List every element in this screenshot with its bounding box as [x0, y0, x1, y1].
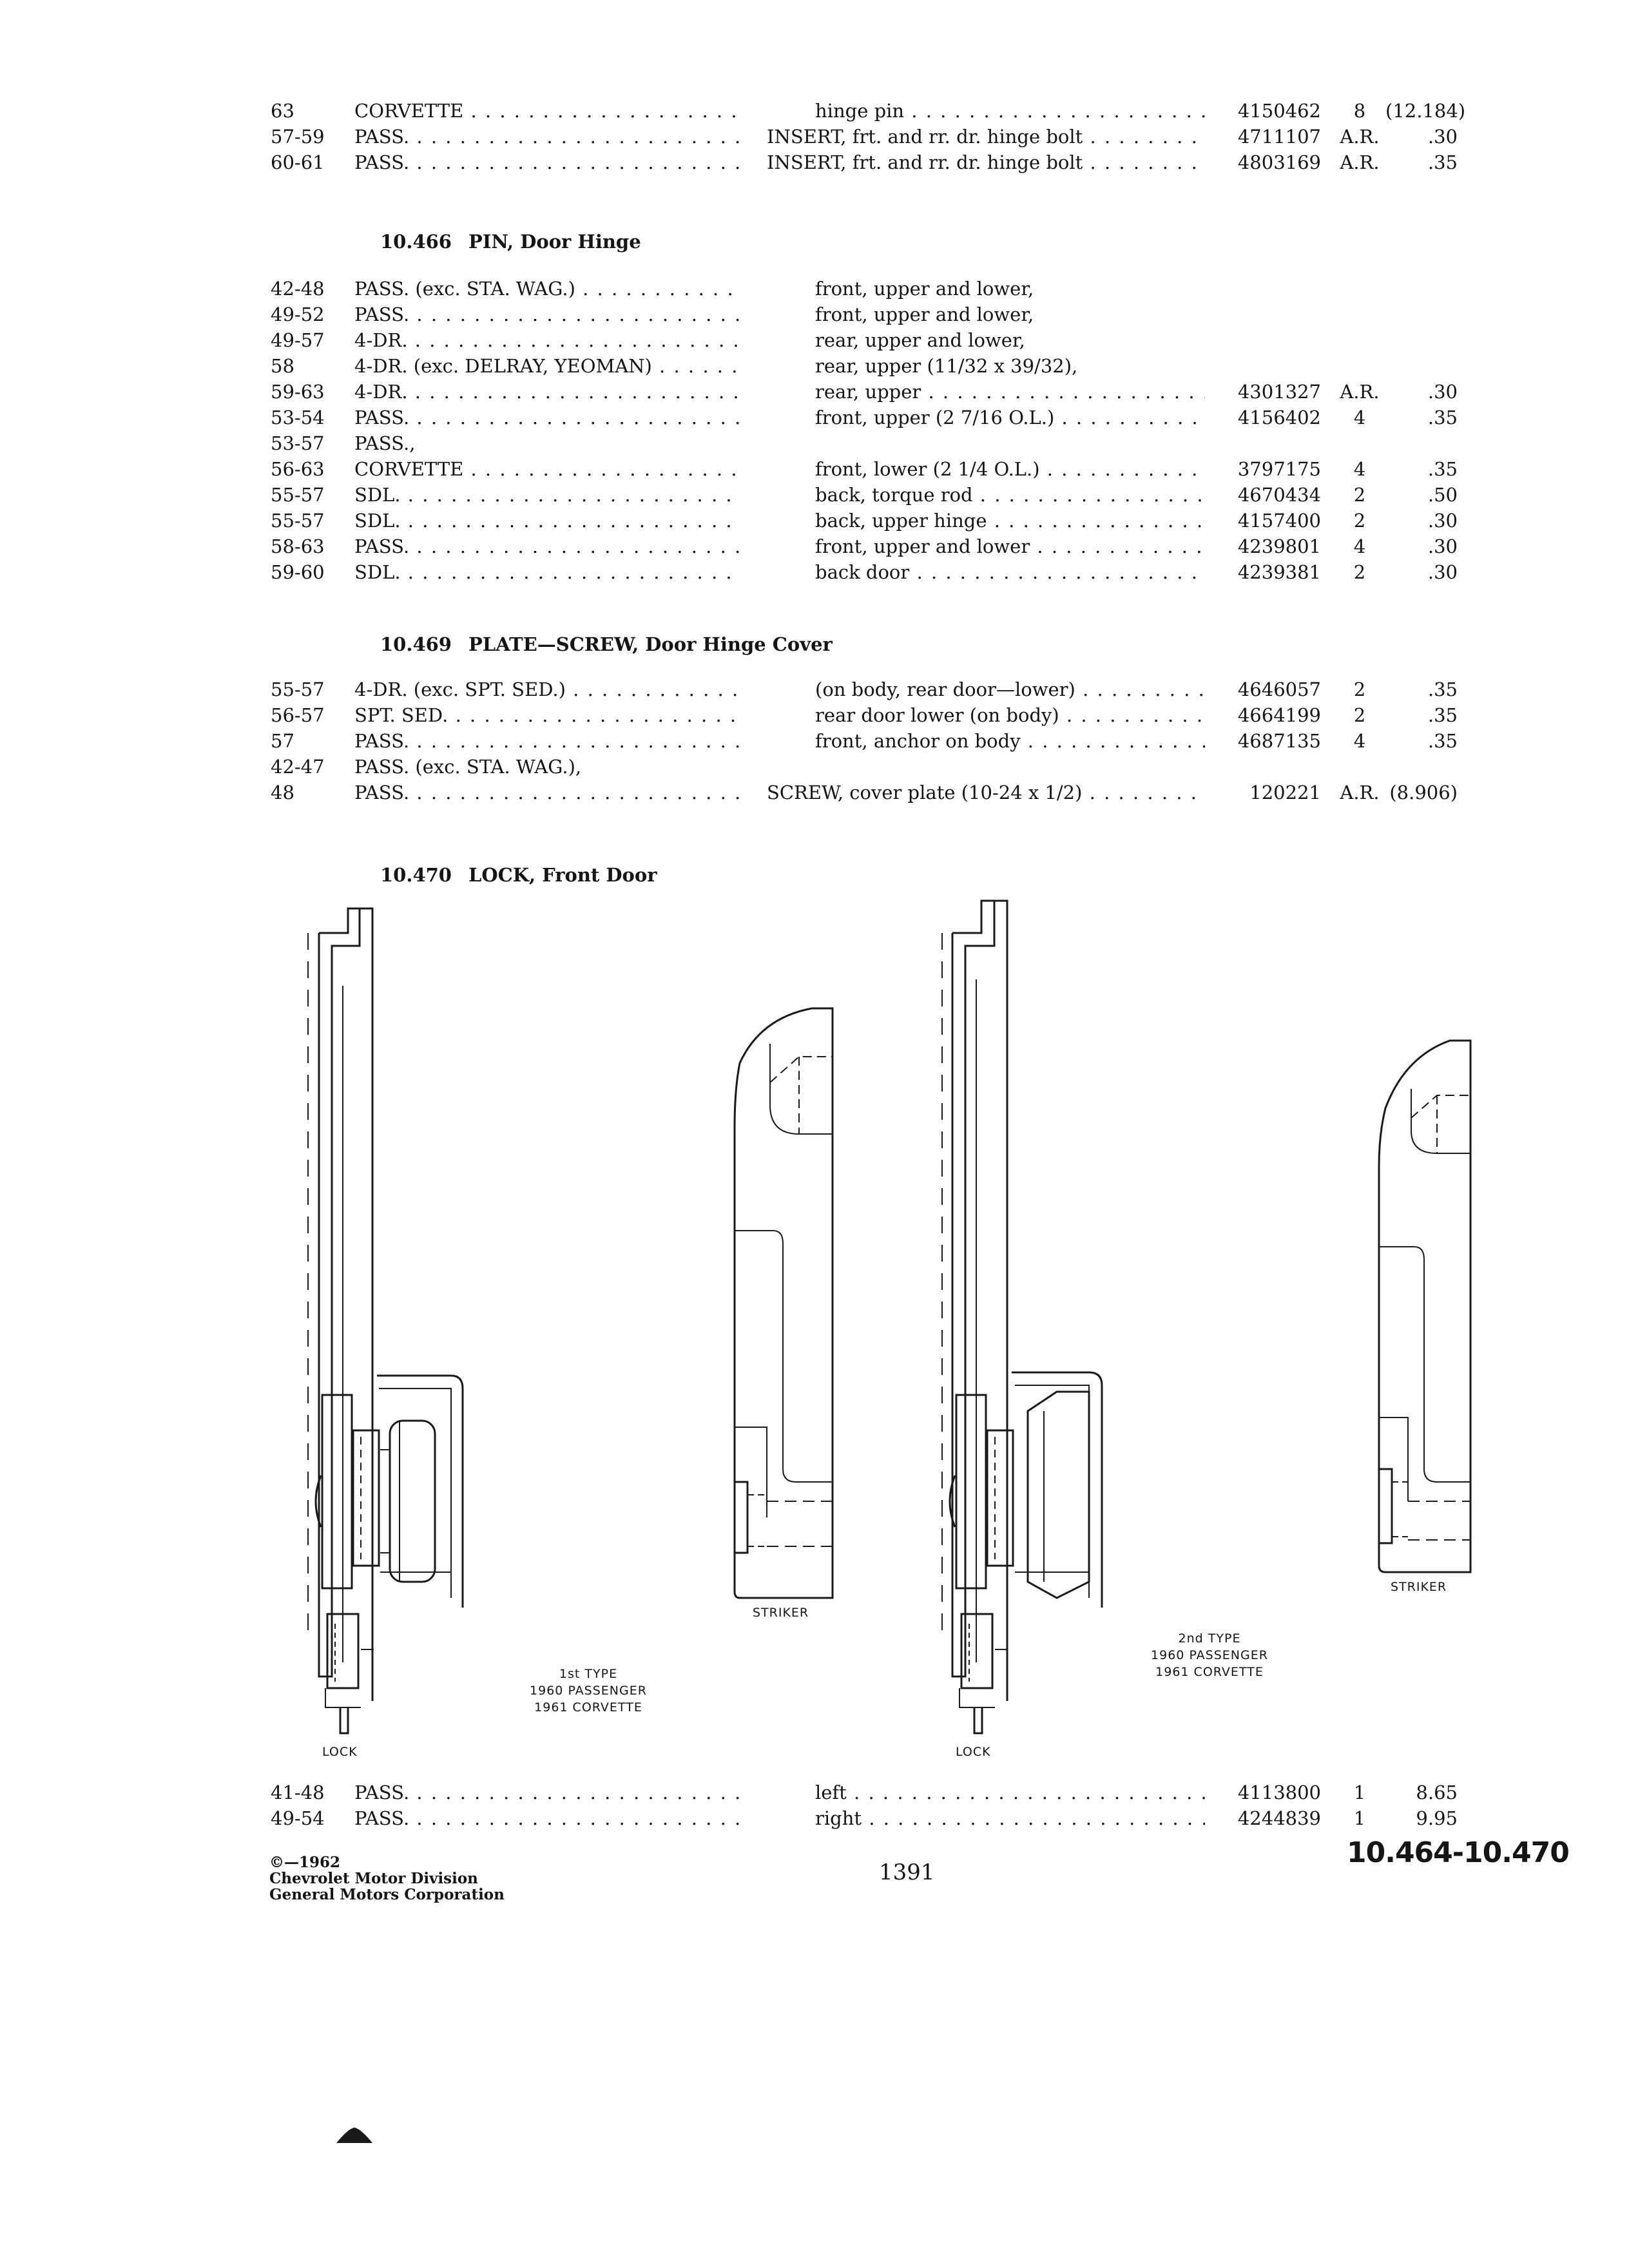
table-row: 53-54 PASS. . . . front, upper (2 7/16 O.L.) . . . 4156402 4 .35 — [0, 405, 1629, 430]
type1-caption — [521, 1666, 656, 1716]
table-row: 63 CORVETTE . . . hinge pin . . . 4150462 8 (12.184) — [0, 98, 1629, 124]
striker-label-1st-type: STRIKER — [753, 1606, 809, 1620]
table-row: 42-47 PASS. (exc. STA. WAG.), — [271, 756, 582, 778]
type2-title: 2nd TYPE — [1178, 1631, 1241, 1646]
table-row: 55-57 SDL. . . . back, torque rod . . . 4670434 2 .50 — [0, 482, 1629, 508]
lock-label-1st-type: LOCK — [322, 1745, 358, 1759]
table-row: 58-63 PASS. . . . front, upper and lower . . . 4239801 4 .30 — [0, 533, 1629, 559]
table-row: 48 PASS. . . . SCREW, cover plate (10-24 x 1/2) . . . 120221 A.R. (8.906) — [0, 780, 1629, 805]
striker-label-2nd-type: STRIKER — [1391, 1580, 1447, 1594]
arrow-up-icon — [335, 2126, 374, 2146]
table-row: 60-61 PASS. . . . INSERT, frt. and rr. dr. hinge bolt . . . 4803169 A.R. .35 — [0, 149, 1629, 175]
type2-line2: 1961 CORVETTE — [1155, 1665, 1264, 1679]
page-number: 1391 — [879, 1860, 935, 1885]
section-heading: 10.470 LOCK, Front Door — [380, 864, 657, 886]
section-heading: 10.466 PIN, Door Hinge — [380, 231, 641, 253]
table-row: 55-57 SDL. . . . back, upper hinge . . . 4157400 2 .30 — [0, 508, 1629, 533]
copyright: ©—1962 — [269, 1854, 341, 1871]
table-row: 53-57 PASS., — [271, 432, 416, 454]
type2-line1: 1960 PASSENGER — [1151, 1648, 1268, 1662]
table-row: 41-48 PASS. . . . left . . . 4113800 1 8.65 — [0, 1780, 1629, 1805]
type1-line1: 1960 PASSENGER — [530, 1684, 647, 1698]
table-row: 56-57 SPT. SED. . . . rear door lower (on body) . . . 4664199 2 .35 — [0, 702, 1629, 728]
publisher-footer — [269, 1854, 505, 1903]
section-range: 10.464-10.470 — [1347, 1836, 1569, 1869]
type2-caption — [1142, 1630, 1277, 1680]
table-row: 42-48 PASS. (exc. STA. WAG.) . . . front, upper and lower, — [0, 276, 1629, 302]
table-row: 59-63 4-DR. . . . rear, upper . . . 4301327 A.R. .30 — [0, 379, 1629, 405]
table-row: 49-57 4-DR. . . . rear, upper and lower, — [0, 327, 1629, 353]
corporation-name: General Motors Corporation — [269, 1886, 505, 1903]
table-row: 59-60 SDL. . . . back door . . . 4239381 2 .30 — [0, 559, 1629, 585]
table-row: 57 PASS. . . . front, anchor on body . . . 4687135 4 .35 — [0, 728, 1629, 754]
table-row: 57-59 PASS. . . . INSERT, frt. and rr. dr. hinge bolt . . . 4711107 A.R. .30 — [0, 124, 1629, 149]
striker-2nd-type-drawing — [1379, 1041, 1470, 1572]
lock-2nd-type-drawing — [942, 901, 1102, 1733]
table-row: 56-63 CORVETTE . . . front, lower (2 1/4 O.L.) . . . 3797175 4 .35 — [0, 456, 1629, 482]
table-row: 49-54 PASS. . . . right . . . 4244839 1 9.95 — [0, 1805, 1629, 1831]
table-row: 49-52 PASS. . . . front, upper and lower, — [0, 302, 1629, 327]
section-heading: 10.469 PLATE—SCREW, Door Hinge Cover — [380, 633, 833, 655]
lock-1st-type-drawing — [308, 908, 463, 1733]
table-row: 55-57 4-DR. (exc. SPT. SED.) . . . (on body, rear door—lower) . . . 4646057 2 .35 — [0, 677, 1629, 702]
lock-label-2nd-type: LOCK — [956, 1745, 991, 1759]
table-row: 58 4-DR. (exc. DELRAY, YEOMAN) . . . rear, upper (11/32 x 39/32), — [0, 353, 1629, 379]
division-name: Chevrolet Motor Division — [269, 1870, 478, 1887]
type1-line2: 1961 CORVETTE — [534, 1700, 642, 1715]
striker-1st-type-drawing — [735, 1008, 833, 1598]
type1-title: 1st TYPE — [559, 1667, 618, 1681]
